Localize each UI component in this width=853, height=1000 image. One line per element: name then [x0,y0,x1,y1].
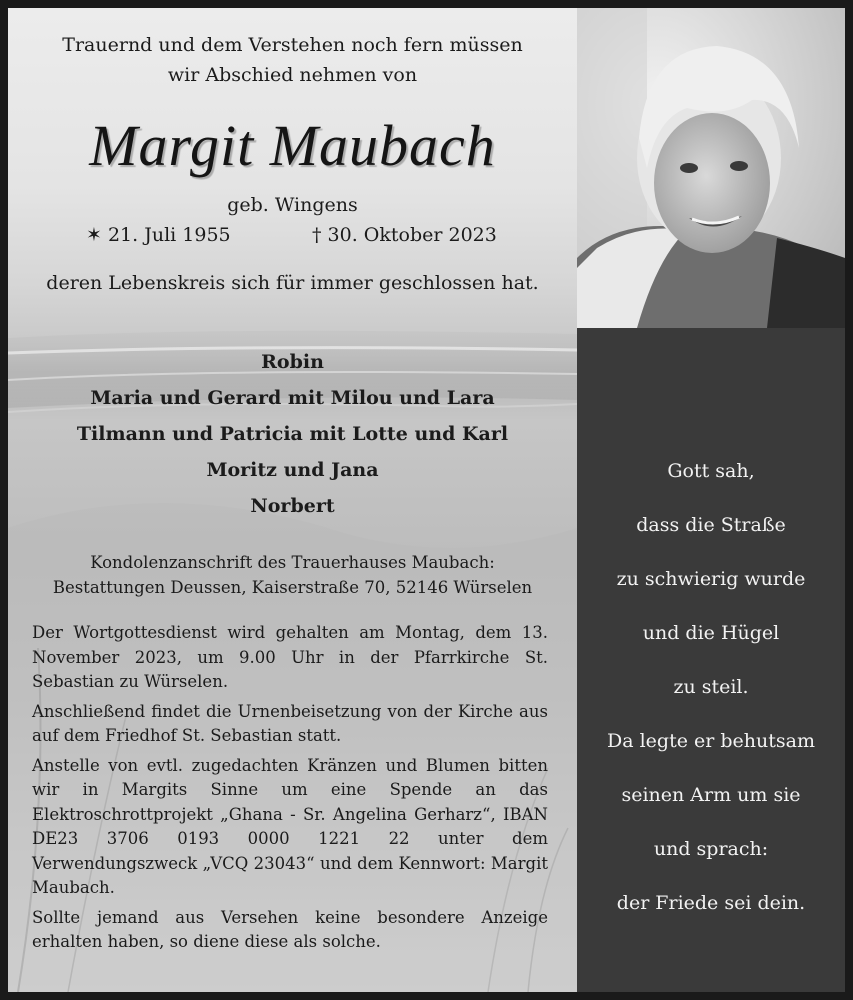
family-list [8,344,577,524]
death-date: 30. Oktober 2023 [327,224,497,246]
paragraph-service: Der Wortgottesdienst wird gehalten am Montag, dem 13. November 2023, um 9.00 Uhr in der Pfarrkirche St. Sebastian zu Würselen. [32,623,548,691]
family-member: Tilmann und Patricia mit Lotte und Karl [76,423,509,445]
birth-date: 21. Juli 1955 [107,224,231,246]
service-details [32,621,548,960]
quote-line: dass die Straße [636,514,786,536]
quote-line: Da legte er behutsam [607,730,815,752]
family-member: Maria und Gerard mit Milou und Lara [90,387,495,409]
main-text-panel [8,8,577,992]
quote-line: und sprach: [653,838,769,860]
quote-line: der Friede sei dein. [616,892,806,914]
family-member: Robin [261,351,324,373]
death-cross-icon: † [312,224,322,246]
condolence-line-1: Kondolenzanschrift des Trauerhauses Maubach: [90,553,495,572]
condolence-address [8,550,577,600]
intro-text [8,30,577,90]
paragraph-donation: Anstelle von evtl. zugedachten Kränzen und Blumen bitten wir in Margits Sinne um eine Spende an das Elektroschrottprojekt „Ghana - Sr. Angelina Gerharz“, IBAN DE23 3706 0193 0000 1221 22 unter dem Verwendungszweck „VCQ 23043“ und dem Kennwort: Margit Maubach. [32,755,548,897]
obituary-notice [8,8,845,992]
born-name: geb. Wingens [227,194,358,216]
deceased-name: Margit Maubach [89,113,496,178]
condolence-line-2: Bestattungen Deussen, Kaiserstraße 70, 52146 Würselen [52,578,533,597]
birth-star-icon: ✶ [86,224,102,246]
death-date-group [312,224,497,246]
quote-line: seinen Arm um sie [621,784,801,806]
birth-date-group [86,224,231,246]
closing-line: deren Lebenskreis sich für immer geschlossen hat. [46,272,539,294]
quote-line: Gott sah, [667,460,755,482]
paragraph-burial: Anschließend findet die Urnenbeisetzung von der Kirche aus auf dem Friedhof St. Sebastian statt. [32,701,548,745]
family-member: Norbert [250,495,335,517]
quote-line: und die Hügel [642,622,780,644]
quote-line: zu schwierig wurde [616,568,806,590]
intro-line-1: Trauernd und dem Verstehen noch fern müssen [62,34,523,56]
intro-line-2: wir Abschied nehmen von [167,64,418,86]
quote-panel [577,328,845,992]
portrait-image [577,8,845,328]
family-member: Moritz und Jana [206,459,379,481]
portrait-photo [577,8,845,328]
paragraph-notice: Sollte jemand aus Versehen keine besondere Anzeige erhalten haben, so diene diese als solche. [32,907,548,951]
quote-line: zu steil. [673,676,749,698]
